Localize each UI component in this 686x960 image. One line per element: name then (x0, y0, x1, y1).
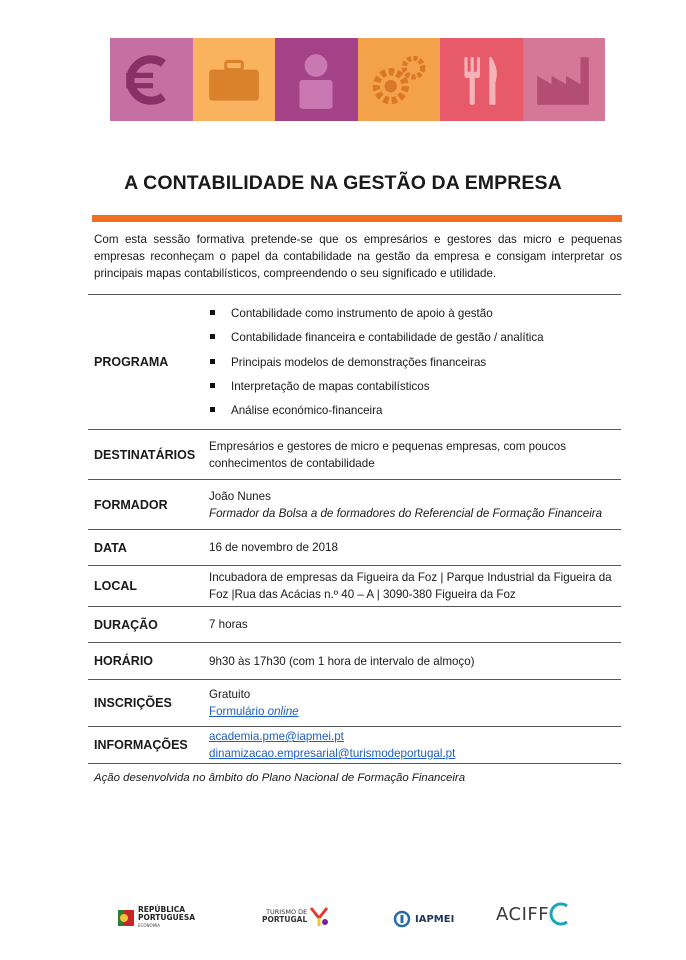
page-title: A CONTABILIDADE NA GESTÃO DA EMPRESA (124, 172, 562, 194)
link-text-italic: online (267, 705, 299, 718)
list-item: Interpretação de mapas contabilísticos (209, 378, 621, 395)
republica-emblem-icon (118, 908, 134, 928)
local-label: LOCAL (94, 579, 138, 593)
row-formador (88, 479, 621, 529)
logo-text: TURISMO DE (266, 908, 308, 916)
local-line: Foz |Rua das Acácias n.º 40 – A | 3090-380 Figueira da Foz (209, 588, 516, 601)
factory-icon (533, 49, 595, 111)
row-inscricoes (88, 679, 621, 726)
programa-label: PROGRAMA (94, 355, 169, 369)
inscricoes-text: Gratuito (209, 688, 251, 701)
banner-tile-euro (110, 38, 193, 121)
list-item: Principais modelos de demonstrações financeiras (209, 354, 621, 371)
formador-value (209, 488, 621, 522)
list-item: Contabilidade financeira e contabilidade de gestão / analítica (209, 329, 621, 346)
banner-tile-factory (523, 38, 606, 121)
row-programa (88, 294, 621, 429)
row-data (88, 529, 621, 565)
horario-value: 9h30 às 17h30 (com 1 hora de intervalo de almoço) (209, 654, 475, 668)
header-banner (110, 38, 605, 121)
person-icon (285, 49, 347, 111)
registration-form-link[interactable] (209, 705, 299, 718)
fork-knife-icon (450, 49, 512, 111)
gears-icon (368, 49, 430, 111)
banner-tile-gears (358, 38, 441, 121)
logo-text: IAPMEI (415, 913, 455, 925)
inscricoes-label: INSCRIÇÕES (94, 696, 172, 710)
list-item: Análise económico-financeira (209, 402, 621, 419)
local-line: Incubadora de empresas da Figueira da Foz | Parque Industrial da Figueira da (209, 571, 612, 584)
programa-value (209, 297, 621, 426)
row-local (88, 565, 621, 606)
logo-text: ACIFF (496, 903, 550, 925)
formador-name: João Nunes (209, 489, 271, 503)
local-value (209, 569, 621, 603)
row-duracao (88, 606, 621, 642)
footer-note: Ação desenvolvida no âmbito do Plano Nacional de Formação Financeira (94, 772, 466, 784)
logo-text: REPÚBLICA (138, 905, 186, 914)
euro-icon (120, 49, 182, 111)
info-table (88, 294, 621, 764)
formador-role: Formador da Bolsa a de formadores do Referencial de Formação Financeira (209, 506, 603, 520)
iapmei-mark-icon (393, 910, 411, 928)
banner-tile-fork-knife (440, 38, 523, 121)
logo-subtext: ECONOMIA (138, 923, 160, 928)
email-link-turismo[interactable]: dinamizacao.empresarial@turismodeportugal.pt (209, 747, 456, 760)
informacoes-value (209, 728, 621, 762)
formador-label: FORMADOR (94, 497, 168, 512)
intro-paragraph: Com esta sessão formativa pretende-se que os empresários e gestores das micro e pequenas empresas reconheçam o papel da contabilidade na gestão da empresa e consigam interpretar os principais mapas contabilísticos, compreendendo o seu significado e utilidade. (94, 233, 622, 281)
logo-iapmei (393, 910, 454, 928)
logo-aciff (496, 902, 571, 926)
row-horario (88, 642, 621, 679)
data-label: DATA (94, 540, 127, 555)
title-divider (92, 215, 622, 222)
destinatarios-line: Empresários e gestores de micro e pequenas empresas, com poucos (209, 439, 567, 453)
horario-label: HORÁRIO (94, 654, 154, 668)
aciff-swoosh-icon (549, 902, 571, 926)
list-item: Contabilidade como instrumento de apoio à gestão (209, 305, 621, 322)
partner-logos (0, 900, 686, 950)
logo-turismo-portugal (262, 904, 331, 928)
duracao-label: DURAÇÃO (94, 617, 158, 632)
banner-tile-briefcase (193, 38, 276, 121)
row-destinatarios (88, 429, 621, 479)
briefcase-icon (203, 49, 265, 111)
destinatarios-value (209, 438, 621, 472)
link-text: Formulário (209, 705, 268, 718)
banner-tile-person (275, 38, 358, 121)
destinatarios-label: DESTINATÁRIOS (94, 447, 196, 462)
row-informacoes (88, 726, 621, 764)
duracao-value: 7 horas (209, 618, 248, 631)
email-link-iapmei[interactable]: academia.pme@iapmei.pt (209, 730, 344, 743)
turismo-mark-icon (307, 904, 331, 928)
logo-republica-portuguesa (118, 906, 195, 930)
inscricoes-value (209, 686, 621, 720)
destinatarios-line: conhecimentos de contabilidade (209, 456, 375, 470)
programa-list (209, 305, 621, 420)
logo-text: PORTUGUESA (138, 913, 196, 922)
informacoes-label: INFORMAÇÕES (94, 738, 188, 752)
logo-text: PORTUGAL (262, 915, 308, 924)
data-value: 16 de novembro de 2018 (209, 541, 338, 554)
